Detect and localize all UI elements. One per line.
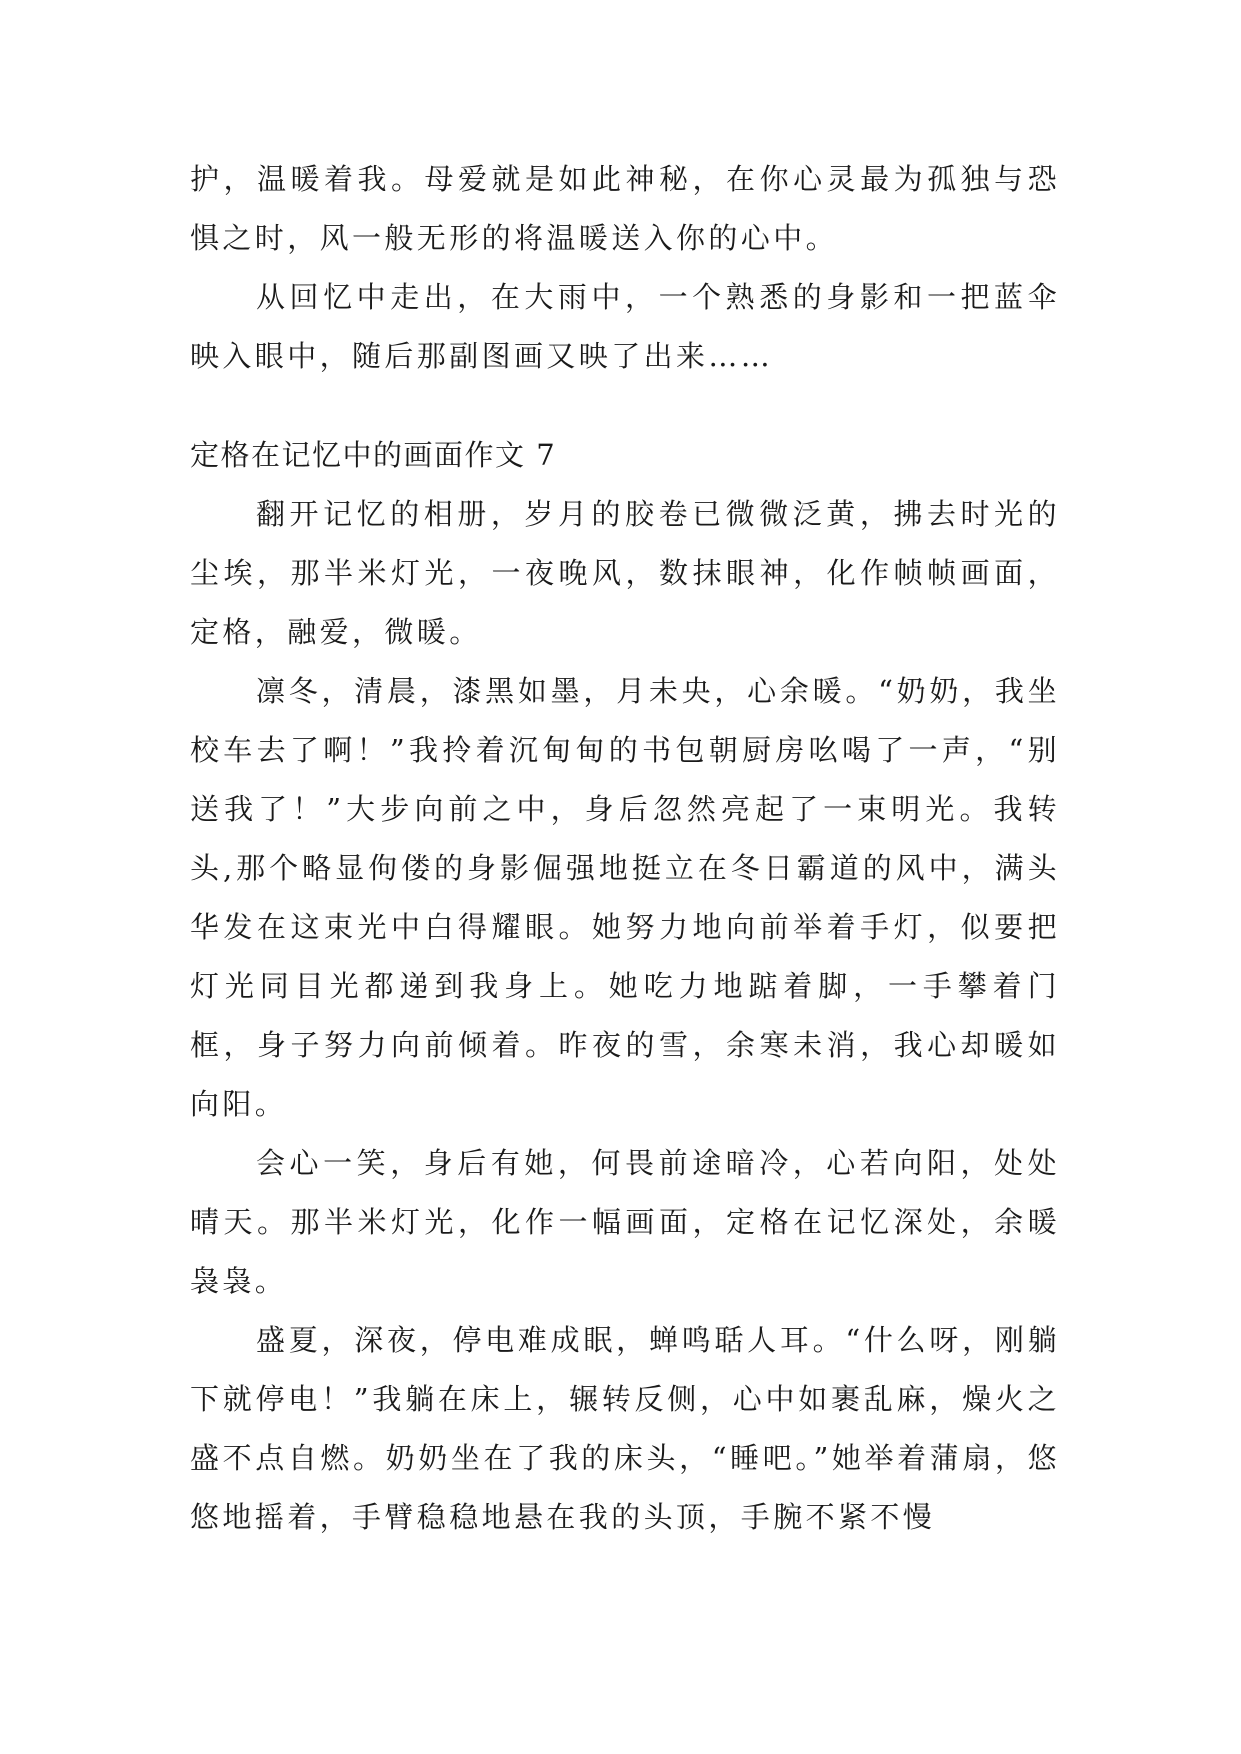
paragraph-continued: 护，温暖着我。母爱就是如此神秘，在你心灵最为孤独与恐惧之时，风一般无形的将温暖送入你的心中。 bbox=[190, 162, 1060, 255]
paragraph: 从回忆中走出，在大雨中，一个熟悉的身影和一把蓝伞映入眼中，随后那副图画又映了出来…… bbox=[190, 280, 1060, 373]
document-page bbox=[190, 150, 1060, 1547]
section-spacer bbox=[190, 386, 1060, 426]
paragraph: 翻开记忆的相册，岁月的胶卷已微微泛黄，拂去时光的尘埃，那半米灯光，一夜晚风，数抹眼神，化作帧帧画面，定格，融爱，微暖。 bbox=[190, 497, 1060, 649]
paragraph: 凛冬，清晨，漆黑如墨，月未央，心余暖。“奶奶，我坐校车去了啊！”我拎着沉甸甸的书包朝厨房吆喝了一声，“别送我了！”大步向前之中，身后忽然亮起了一束明光。我转头,那个略显佝偻的身影倔强地挺立在冬日霸道的风中，满头华发在这束光中白得耀眼。她努力地向前举着手灯，似要把灯光同目光都递到我身上。她吃力地踮着脚，一手攀着门框，身子努力向前倾着。昨夜的雪，余寒未消，我心却暖如向阳。 bbox=[190, 674, 1060, 1121]
paragraph: 会心一笑，身后有她，何畏前途暗冷，心若向阳，处处晴天。那半米灯光，化作一幅画面，定格在记忆深处，余暖袅袅。 bbox=[190, 1146, 1060, 1298]
paragraph: 盛夏，深夜，停电难成眠，蝉鸣聒人耳。“什么呀，刚躺下就停电！”我躺在床上，辗转反侧，心中如裹乱麻，燥火之盛不点自燃。奶奶坐在了我的床头，“睡吧。”她举着蒲扇，悠悠地摇着，手臂稳稳地悬在我的头顶，手腕不紧不慢 bbox=[190, 1323, 1060, 1534]
section-heading: 定格在记忆中的画面作文 7 bbox=[190, 438, 557, 472]
